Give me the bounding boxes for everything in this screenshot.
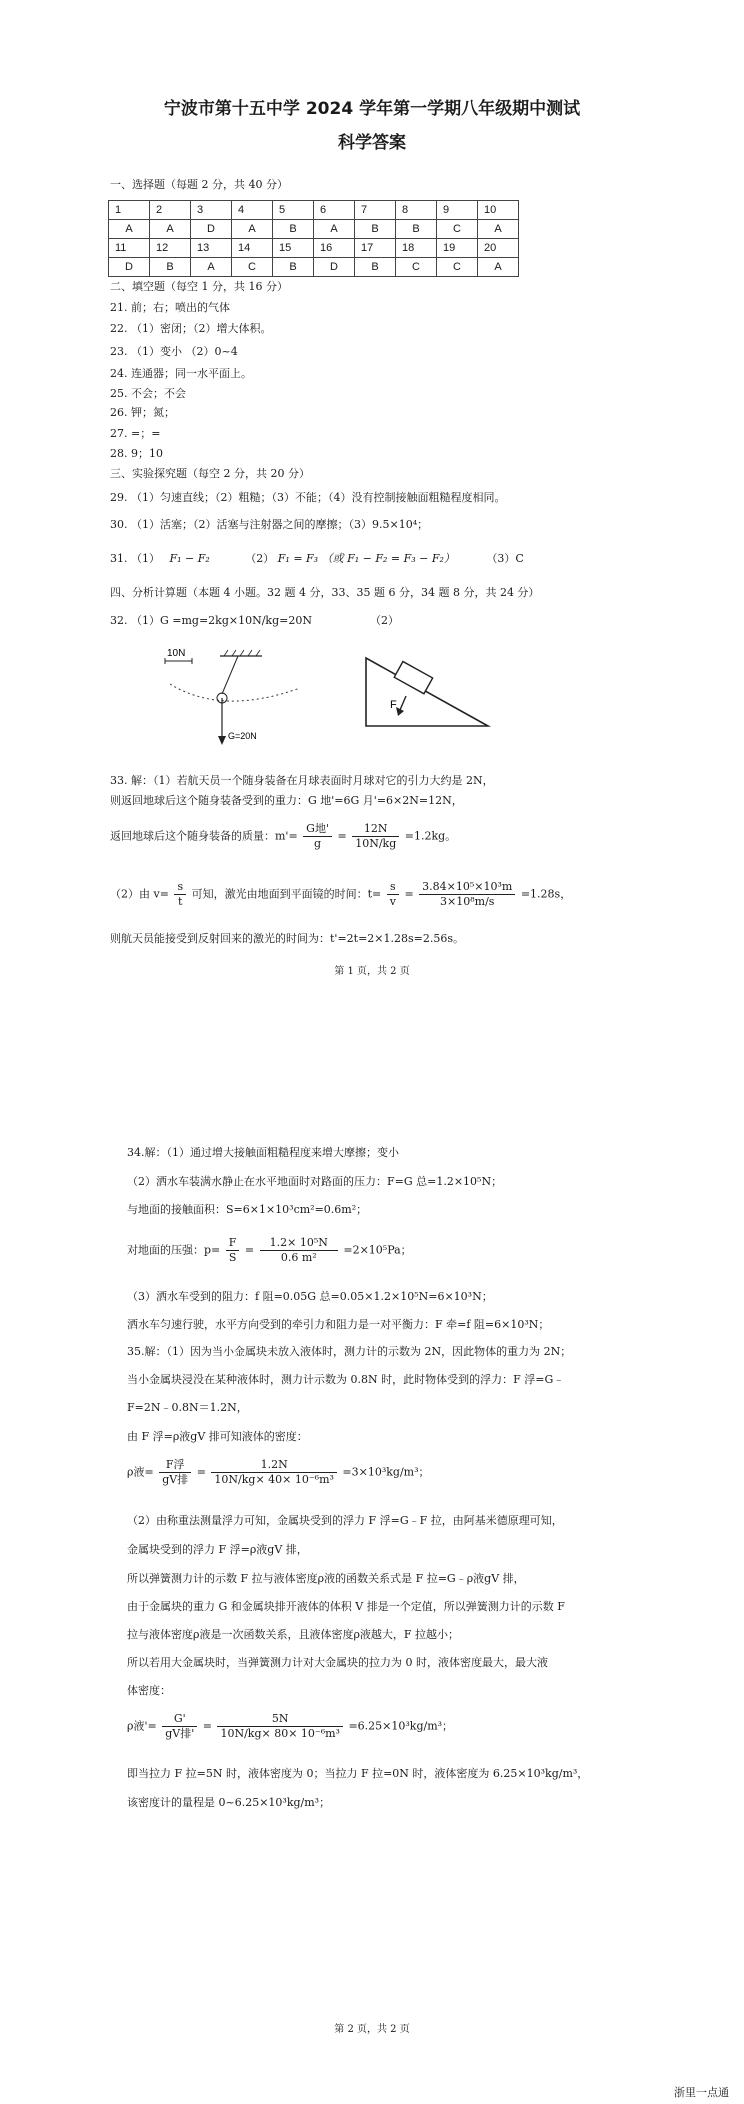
swing-path (170, 684, 300, 701)
answer-table-cell: C (437, 220, 478, 239)
answer-35-line2: 当小金属块浸没在某种液体时，测力计示数为 0.8N 时，此时物体受到的浮力：F 浮=G﹣ (127, 1373, 565, 1386)
answer-table-cell: B (273, 258, 314, 277)
answer-35-line14: 即当拉力 F 拉=5N 时，液体密度为 0；当拉力 F 拉=0N 时，液体密度为 6.25×10³kg/m³， (127, 1767, 589, 1780)
section-fill: 二、填空题（每空 1 分，共 16 分） (110, 280, 288, 293)
answer-32: 32. （1）G =mg=2kg×10N/kg=20N （2） (110, 614, 399, 627)
answer-34-line5: （3）洒水车受到的阻力：f 阻=0.05G 总=0.05×1.2×10⁵N=6×10³N； (127, 1290, 493, 1303)
answer-table-cell: 19 (437, 239, 478, 258)
answer-table-cell: D (109, 258, 150, 277)
section-experiment: 三、实验探究题（每空 2 分，共 20 分） (110, 467, 310, 480)
answer-table-row (109, 258, 519, 277)
answer-35-line9: 由于金属块的重力 G 和金属块排开液体的体积 V 排是一个定值，所以弹簧测力计的示数 F (127, 1600, 565, 1613)
answer-35-density: ρ液= $\frac{\text{F浮}}{\text{gV排}}$ = $\frac{1.2N}{\text{10N/kg× 40× 10⁻⁶m³}}$ =3×10³kg/m³； (127, 1458, 430, 1486)
answer-35-line11: 所以若用大金属块时，当弹簧测力计对大金属块的拉力为 0 时，液体密度最大，最大液 (127, 1656, 548, 1669)
answer-34-line2: （2）洒水车装满水静止在水平地面时对路面的压力：F=G 总=1.2×10⁵N； (127, 1175, 503, 1188)
page-footer-2: 第 2 页，共 2 页 (334, 2024, 410, 2035)
answer-25: 25. 不会；不会 (110, 387, 186, 400)
answer-31: 31. （1） F₁ − F₂ （2） F₁ = F₃ （或 F₁ − F₂ = F₃ − F₂） （3）C (110, 552, 524, 565)
gravity-label: G=20N (228, 731, 257, 741)
answer-table-cell: 7 (355, 201, 396, 220)
answer-29: 29. （1）匀速直线；（2）粗糙；（3）不能；（4）没有控制接触面粗糙程度相同。 (110, 491, 506, 504)
answer-34-line3: 与地面的接触面积：S=6×1×10³cm²=0.6m²； (127, 1203, 368, 1216)
answer-table-cell: A (109, 220, 150, 239)
answer-table-cell: B (355, 220, 396, 239)
answer-35-line10: 拉与液体密度ρ液是一次函数关系，且液体密度ρ液越大，F 拉越小； (127, 1628, 460, 1641)
answer-table-cell: B (150, 258, 191, 277)
answer-table-cell: B (396, 220, 437, 239)
answer-table-cell: 18 (396, 239, 437, 258)
answer-table-cell: C (396, 258, 437, 277)
answer-table-row (109, 201, 519, 220)
answer-table-row (109, 239, 519, 258)
page-title: 宁波市第十五中学 2024 学年第一学期八年级期中测试 (163, 99, 581, 119)
answer-28: 28. 9；10 (110, 447, 163, 460)
answer-table-cell: A (478, 258, 519, 277)
answer-table-cell: 2 (150, 201, 191, 220)
answer-35-maxdensity: ρ液'= $\frac{G'}{\text{gV排'}}$ = $\frac{5N}{\text{10N/kg× 80× 10⁻⁶m³}}$ =6.25×10³kg/m³； (127, 1712, 454, 1740)
block (394, 662, 432, 694)
answer-30: 30. （1）活塞；（2）活塞与注射器之间的摩擦；（3）9.5×10⁴； (110, 518, 429, 531)
page-footer-1: 第 1 页，共 2 页 (334, 966, 410, 977)
answer-table-row (109, 220, 519, 239)
answer-35-line12: 体密度： (127, 1684, 171, 1697)
answer-34-pressure: 对地面的压强：p= $\frac{F}{S}$ = $\frac{\text{1.2× 10⁵N}}{\text{0.6 m²}}$ =2×10⁵Pa； (127, 1236, 412, 1264)
answer-35-line1: 35.解：（1）因为当小金属块未放入液体时，测力计的示数为 2N，因此物体的重力为 2N； (127, 1345, 572, 1358)
watermark: 浙里一点通 (674, 2086, 729, 2099)
answer-table-cell: 8 (396, 201, 437, 220)
section-calc: 四、分析计算题（本题 4 小题。32 题 4 分，33、35 题 6 分，34 题 8 分，共 24 分） (110, 586, 540, 599)
answer-table-cell: A (191, 258, 232, 277)
force-label: F (390, 699, 397, 711)
answer-35-line15: 该密度计的量程是 0~6.25×10³kg/m³； (127, 1796, 331, 1809)
answer-table-cell: A (478, 220, 519, 239)
answer-table-cell: 1 (109, 201, 150, 220)
answer-table-cell: A (150, 220, 191, 239)
answer-table-cell: 12 (150, 239, 191, 258)
section-choice: 一、选择题（每题 2 分，共 40 分） (110, 178, 288, 191)
answer-table-cell: A (232, 220, 273, 239)
answer-table-cell: 17 (355, 239, 396, 258)
force-diagram-incline (356, 652, 496, 732)
answer-33-line1: 33. 解：（1）若航天员一个随身装备在月球表面时月球对它的引力大约是 2N， (110, 774, 494, 787)
answer-table-cell: C (437, 258, 478, 277)
answer-35-line4: 由 F 浮=ρ液gV 排可知液体的密度： (127, 1430, 308, 1443)
string (222, 656, 238, 694)
answer-34-line1: 34.解：（1）通过增大接触面粗糙程度来增大摩擦；变小 (127, 1146, 399, 1159)
answer-table-cell: 16 (314, 239, 355, 258)
answer-35-line3: F=2N﹣0.8N＝1.2N， (127, 1401, 248, 1414)
answer-24: 24. 连通器；同一水平面上。 (110, 367, 252, 380)
answer-33-mass: 返回地球后这个随身装备的质量：m'= $\frac{\text{G地'}}{g}$ = $\frac{12N}{10N/kg}$ =1.2kg。 (110, 822, 457, 850)
answer-table-cell: 3 (191, 201, 232, 220)
answer-35-line6: （2）由称重法测量浮力可知，金属块受到的浮力 F 浮=G﹣F 拉，由阿基米德原理可知， (127, 1514, 563, 1527)
answer-table-cell: D (191, 220, 232, 239)
force-diagram-pendulum (150, 644, 310, 756)
answer-table (108, 200, 519, 277)
answer-table-cell: B (273, 220, 314, 239)
answer-table-cell: 6 (314, 201, 355, 220)
answer-table-cell: A (314, 220, 355, 239)
answer-22: 22. （1）密闭；（2）增大体积。 (110, 322, 272, 335)
answer-table-cell: 10 (478, 201, 519, 220)
answer-table-cell: B (355, 258, 396, 277)
answer-33-line5: 则航天员能接受到反射回来的激光的时间为：t'=2t=2×1.28s=2.56s。 (110, 932, 465, 945)
answer-table-cell: 9 (437, 201, 478, 220)
answer-table-cell: 13 (191, 239, 232, 258)
pressure-arrow (400, 696, 406, 710)
answer-table-cell: 14 (232, 239, 273, 258)
answer-34-line6: 洒水车匀速行驶，水平方向受到的牵引力和阻力是一对平衡力：F 牵=f 阻=6×10³N； (127, 1318, 550, 1331)
answer-21: 21. 前；右；喷出的气体 (110, 301, 230, 314)
answer-27: 27. =；= (110, 427, 161, 440)
answer-table-cell: 5 (273, 201, 314, 220)
scale-label: 10N (167, 648, 186, 659)
incline (366, 658, 488, 726)
answer-table-cell: 15 (273, 239, 314, 258)
answer-33-time: （2）由 v= $\frac{s}{t}$ 可知，激光由地面到平面镜的时间：t= $\frac{s}{v}$ = $\frac{\text{3.84×10⁵×10³m}}{\text{3×10⁸m/s}}$ =1.28s， (110, 880, 572, 908)
answer-35-line8: 所以弹簧测力计的示数 F 拉与液体密度ρ液的函数关系式是 F 拉=G﹣ρ液gV 排， (127, 1572, 525, 1585)
answer-26: 26. 钾；氮； (110, 406, 175, 419)
page-subtitle: 科学答案 (338, 133, 406, 153)
answer-table-cell: C (232, 258, 273, 277)
answer-35-line7: 金属块受到的浮力 F 浮=ρ液gV 排， (127, 1543, 308, 1556)
answer-table-cell: D (314, 258, 355, 277)
answer-table-cell: 20 (478, 239, 519, 258)
answer-23: 23. （1）变小 （2）0~4 (110, 345, 238, 358)
answer-table-cell: 4 (232, 201, 273, 220)
answer-33-line2: 则返回地球后这个随身装备受到的重力：G 地'=6G 月'=6×2N=12N， (110, 794, 463, 807)
answer-table-cell: 11 (109, 239, 150, 258)
